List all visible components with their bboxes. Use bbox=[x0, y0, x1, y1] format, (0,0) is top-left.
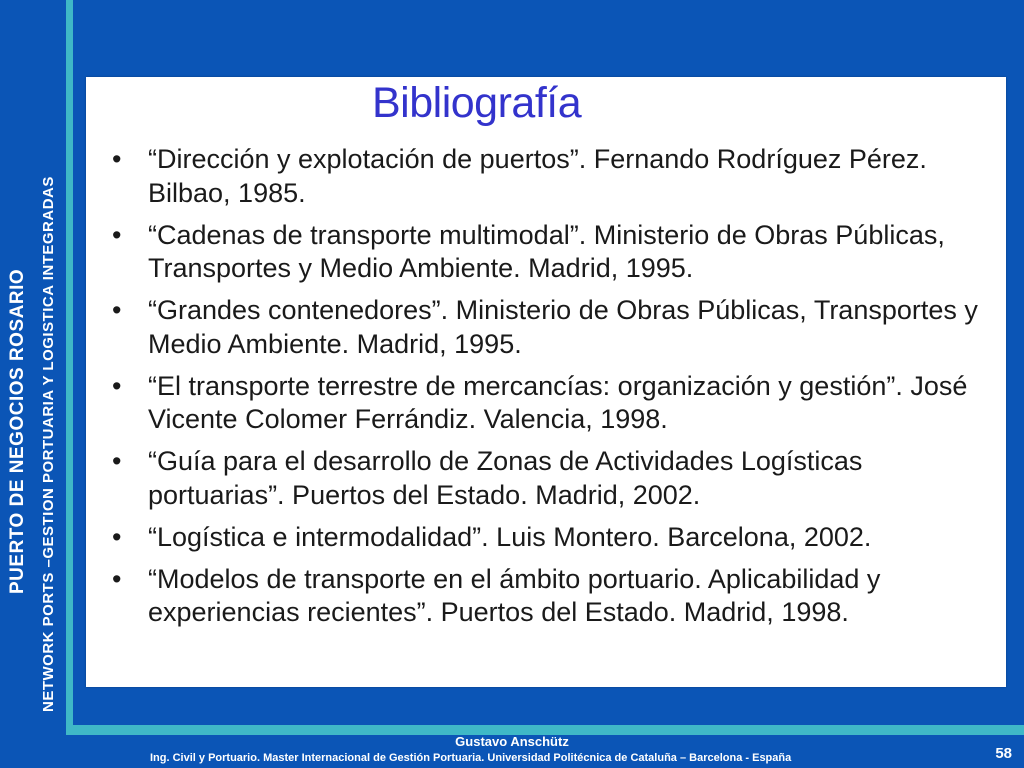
list-item-text: “El transporte terrestre de mercancías: organización y gestión”. José Vicente Colomer Ferrándiz. Valencia, 1998. bbox=[148, 370, 968, 434]
slide-content bbox=[86, 77, 1006, 687]
list-item bbox=[110, 445, 990, 512]
bullet-icon: • bbox=[112, 295, 122, 325]
list-item bbox=[110, 219, 990, 286]
list-item-text: “Guía para el desarrollo de Zonas de Actividades Logísticas portuarias”. Puertos del Estado. Madrid, 2002. bbox=[148, 446, 863, 510]
slide-title: Bibliografía bbox=[372, 79, 582, 127]
teal-vertical-band bbox=[66, 0, 73, 735]
bullet-icon: • bbox=[112, 370, 122, 401]
sidebar-subtitle: NETWORK PORTS –GESTION PORTUARIA Y LOGISTICA INTEGRADAS bbox=[40, 176, 57, 712]
page-number: 58 bbox=[995, 745, 1012, 762]
list-item bbox=[110, 143, 990, 210]
footer-author: Gustavo Anschütz bbox=[455, 734, 569, 749]
bullet-icon: • bbox=[112, 219, 122, 250]
bibliography-list bbox=[110, 143, 990, 638]
list-item bbox=[110, 521, 990, 555]
list-item-text: “Logística e intermodalidad”. Luis Montero. Barcelona, 2002. bbox=[148, 521, 872, 552]
list-item-text: “Grandes contenedores”. Ministerio de Obras Públicas, Transportes y Medio Ambiente. Madrid, 1995. bbox=[148, 295, 978, 359]
list-item bbox=[110, 563, 990, 630]
bullet-icon: • bbox=[112, 563, 122, 594]
list-item-text: “Cadenas de transporte multimodal”. Ministerio de Obras Públicas, Transportes y Medio Ambiente. Madrid, 1995. bbox=[148, 219, 945, 283]
list-item bbox=[110, 294, 990, 361]
footer-affiliation: Ing. Civil y Portuario. Master Internacional de Gestión Portuaria. Universidad Politécnica de Cataluña – Barcelona - España bbox=[150, 752, 792, 764]
bullet-icon: • bbox=[112, 144, 122, 174]
bullet-icon: • bbox=[112, 521, 122, 552]
list-item-text: “Modelos de transporte en el ámbito portuario. Aplicabilidad y experiencias recientes”. Puertos del Estado. Madrid, 1998. bbox=[148, 563, 881, 627]
sidebar-title: PUERTO DE NEGOCIOS ROSARIO bbox=[7, 268, 28, 594]
list-item bbox=[110, 370, 990, 437]
bullet-icon: • bbox=[112, 446, 122, 476]
list-item-text: “Dirección y explotación de puertos”. Fernando Rodríguez Pérez. Bilbao, 1985. bbox=[148, 144, 927, 208]
